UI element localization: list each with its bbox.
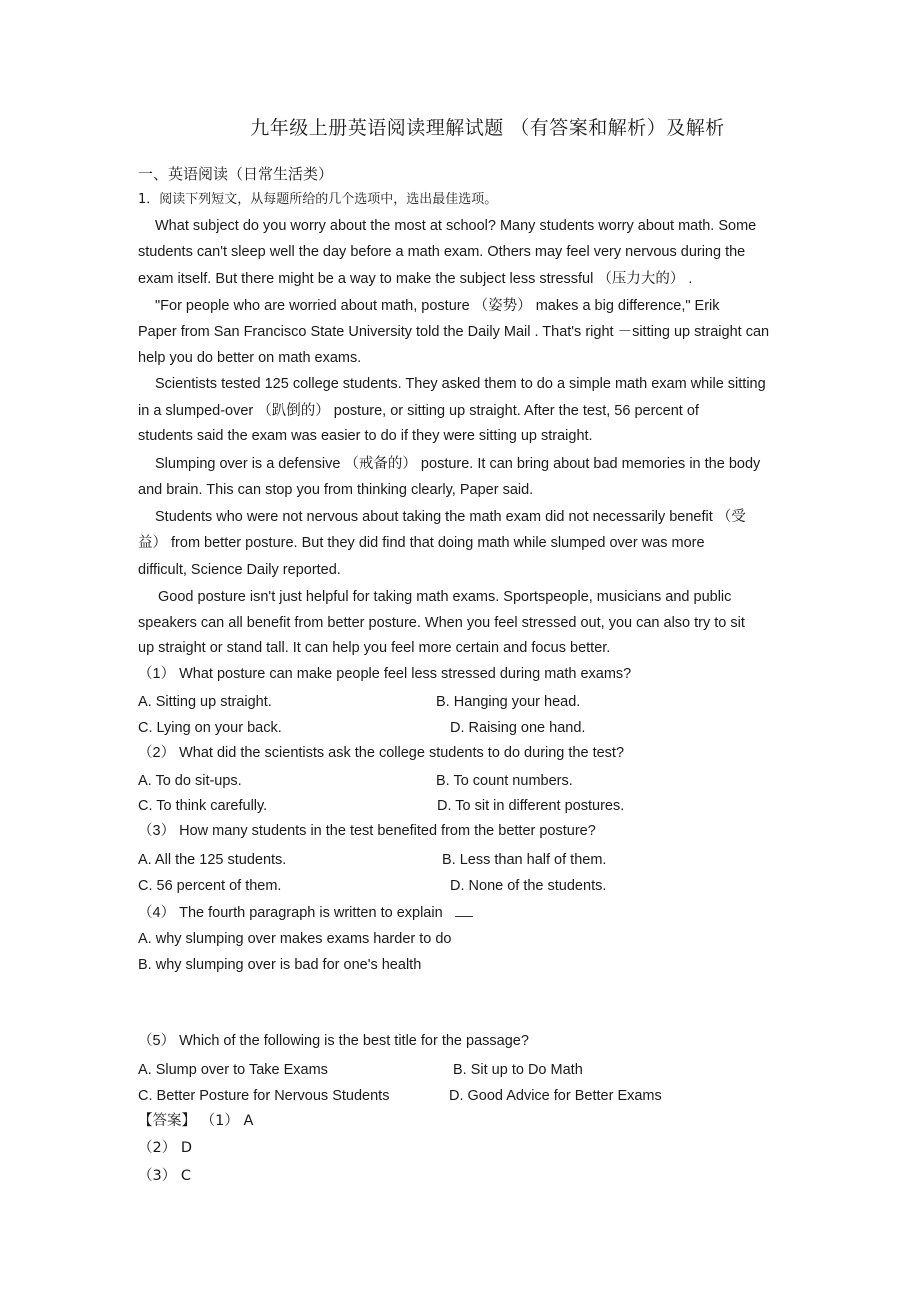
question-stem	[138, 902, 473, 922]
page-title: 九年级上册英语阅读理解试题 （有答案和解析）及解析	[250, 117, 725, 139]
passage-line: Scientists tested 125 college students. They asked them to do a simple math exam while sitting	[155, 376, 766, 392]
passage-line: students said the exam was easier to do if they were sitting up straight.	[138, 428, 593, 444]
option-d[interactable]: D. Raising one hand.	[450, 720, 586, 736]
passage-line: exam itself. But there might be a way to make the subject less stressful （压力大的） .	[138, 271, 693, 287]
question-stem: （3） How many students in the test benefited from the better posture?	[138, 823, 596, 839]
option-b[interactable]: B. Less than half of them.	[442, 852, 607, 868]
option-a[interactable]: A. To do sit-ups.	[138, 773, 242, 789]
option-a[interactable]: A. Slump over to Take Exams	[138, 1062, 328, 1078]
option-a[interactable]: A. All the 125 students.	[138, 852, 287, 868]
section-heading: 一、英语阅读（日常生活类）	[138, 165, 334, 183]
option-d[interactable]: D. To sit in different postures.	[437, 798, 625, 814]
option-b[interactable]: B. To count numbers.	[436, 773, 573, 789]
passage-line: and brain. This can stop you from thinking clearly, Paper said.	[138, 482, 534, 498]
option-b[interactable]: B. Hanging your head.	[436, 694, 581, 710]
passage-line: 益） from better posture. But they did find that doing math while slumped over was more	[138, 535, 705, 551]
answer-line: （2） D	[138, 1140, 192, 1156]
passage-line: students can't sleep well the day before a math exam. Others may feel very nervous during the	[138, 244, 746, 260]
passage-line: "For people who are worried about math, posture （姿势） makes a big difference," Erik	[155, 298, 720, 314]
passage-line: Paper from San Francisco State University told the Daily Mail . That's right －sitting up straight can	[138, 324, 770, 340]
option-c[interactable]: C. Lying on your back.	[138, 720, 282, 736]
option-a[interactable]: A. why slumping over makes exams harder to do	[138, 931, 452, 947]
passage-line: What subject do you worry about the most at school? Many students worry about math. Some	[155, 218, 757, 234]
option-c[interactable]: C. To think carefully.	[138, 798, 268, 814]
option-d[interactable]: D. Good Advice for Better Exams	[449, 1088, 662, 1104]
passage-line: difficult, Science Daily reported.	[138, 562, 341, 578]
passage-line: speakers can all benefit from better posture. When you feel stressed out, you can also try to sit	[138, 615, 745, 631]
option-c[interactable]: C. 56 percent of them.	[138, 878, 282, 894]
passage-line: Good posture isn't just helpful for taking math exams. Sportspeople, musicians and public	[158, 589, 732, 605]
instruction: 1．阅读下列短文，从每题所给的几个选项中，选出最佳选项。	[138, 192, 498, 207]
answer-blank[interactable]	[455, 902, 473, 917]
passage-line: in a slumped-over （趴倒的） posture, or sitting up straight. After the test, 56 percent of	[138, 403, 699, 419]
passage-line: up straight or stand tall. It can help you feel more certain and focus better.	[138, 640, 611, 656]
option-b[interactable]: B. Sit up to Do Math	[453, 1062, 583, 1078]
option-b[interactable]: B. why slumping over is bad for one's health	[138, 957, 422, 973]
answer-line: （3） C	[138, 1168, 191, 1184]
option-c[interactable]: C. Better Posture for Nervous Students	[138, 1088, 390, 1104]
option-d[interactable]: D. None of the students.	[450, 878, 607, 894]
passage-line: Students who were not nervous about taking the math exam did not necessarily benefit （受	[155, 509, 746, 525]
option-a[interactable]: A. Sitting up straight.	[138, 694, 272, 710]
question-stem-text: （4） The fourth paragraph is written to explain	[138, 905, 443, 921]
question-stem: （1） What posture can make people feel less stressed during math exams?	[138, 666, 632, 682]
question-stem: （2） What did the scientists ask the college students to do during the test?	[138, 745, 625, 761]
passage-line: Slumping over is a defensive （戒备的） posture. It can bring about bad memories in the body	[155, 456, 761, 472]
question-stem: （5） Which of the following is the best title for the passage?	[138, 1033, 529, 1049]
passage-line: help you do better on math exams.	[138, 350, 362, 366]
answer-line: 【答案】 （1） A	[138, 1113, 254, 1129]
